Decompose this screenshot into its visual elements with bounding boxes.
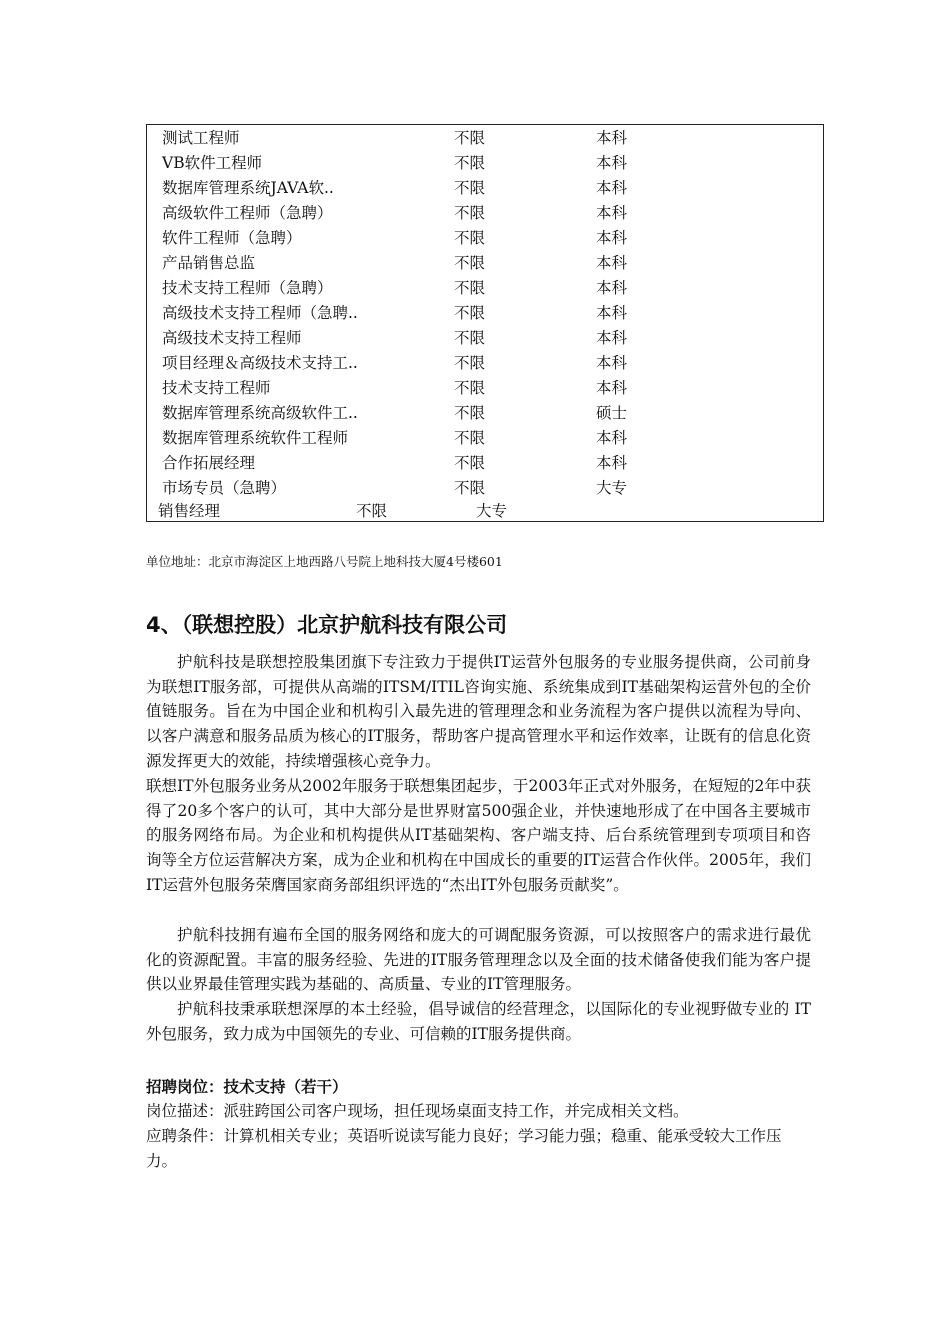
table-row xyxy=(147,376,823,400)
job-title: 项目经理＆高级技术支持工.. xyxy=(162,354,358,372)
job-age: 不限 xyxy=(454,329,486,347)
table-row xyxy=(147,499,823,523)
job-education: 本科 xyxy=(596,129,628,147)
job-education: 硕士 xyxy=(596,404,628,422)
job-title: VB软件工程师 xyxy=(162,154,263,172)
job-education: 本科 xyxy=(596,154,628,172)
table-row xyxy=(147,351,823,375)
job-age: 不限 xyxy=(454,304,486,322)
job-age: 不限 xyxy=(454,404,486,422)
job-education: 大专 xyxy=(596,479,628,497)
table-row xyxy=(147,151,823,175)
job-age: 不限 xyxy=(356,502,388,520)
table-row xyxy=(147,251,823,275)
table-row xyxy=(147,451,823,475)
job-title: 数据库管理系统JAVA软.. xyxy=(162,179,334,197)
job-title: 高级技术支持工程师（急聘.. xyxy=(162,304,358,322)
table-row xyxy=(147,401,823,425)
table-row xyxy=(147,226,823,250)
job-title: 技术支持工程师 xyxy=(162,379,271,397)
job-title: 软件工程师（急聘） xyxy=(162,229,302,247)
job-age: 不限 xyxy=(454,229,486,247)
company-mission-paragraph: 护航科技秉承联想深厚的本土经验，倡导诚信的经营理念，以国际化的专业视野做专业的 IT外包服务，致力成为中国领先的专业、可信赖的IT服务提供商。 xyxy=(146,1000,811,1043)
job-age: 不限 xyxy=(454,379,486,397)
job-age: 不限 xyxy=(454,179,486,197)
job-title: 测试工程师 xyxy=(162,129,240,147)
company-address: 单位地址：北京市海淀区上地西路八号院上地科技大厦4号楼601 xyxy=(146,554,503,569)
job-age: 不限 xyxy=(454,154,486,172)
table-row xyxy=(147,326,823,350)
job-education: 本科 xyxy=(596,429,628,447)
job-age: 不限 xyxy=(454,254,486,272)
job-education: 本科 xyxy=(596,254,628,272)
company-network-paragraph: 护航科技拥有遍布全国的服务网络和庞大的可调配服务资源，可以按照客户的需求进行最优化的资源配置。丰富的服务经验、先进的IT服务管理理念以及全面的技术储备使我们能为客户提供以业界最佳管理实践为基础的、高质量、专业的IT管理服务。 xyxy=(146,926,811,994)
job-title: 产品销售总监 xyxy=(162,254,256,272)
table-row xyxy=(147,176,823,200)
company-history-paragraph: 联想IT外包服务业务从2002年服务于联想集团起步，于2003年正式对外服务，在短短的2年中获得了20多个客户的认可，其中大部分是世界财富500强企业，并快速地形成了在中国各主要城市的服务网络布局。为企业和机构提供从IT基础架构、客户端支持、后台系统管理到专项项目和咨询等全方位运营解决方案，成为企业和机构在中国成长的重要的IT运营合作伙伴。2005年，我们IT运营外包服务荣膺国家商务部组织评选的“杰出IT外包服务贡献奖”。 xyxy=(146,777,811,894)
job-age: 不限 xyxy=(454,479,486,497)
table-row xyxy=(147,426,823,450)
job-age: 不限 xyxy=(454,204,486,222)
job-age: 不限 xyxy=(454,279,486,297)
job-age: 不限 xyxy=(454,129,486,147)
job-education: 本科 xyxy=(596,379,628,397)
job-education: 大专 xyxy=(476,502,508,520)
job-education: 本科 xyxy=(596,329,628,347)
job-title: 合作拓展经理 xyxy=(162,454,256,472)
job-title: 数据库管理系统高级软件工.. xyxy=(162,404,358,422)
table-row xyxy=(147,276,823,300)
job-education: 本科 xyxy=(596,229,628,247)
table-row xyxy=(147,201,823,225)
job-education: 本科 xyxy=(596,454,628,472)
job-age: 不限 xyxy=(454,454,486,472)
job-title: 高级软件工程师（急聘） xyxy=(162,204,333,222)
job-table xyxy=(146,124,824,522)
recruitment-description: 岗位描述：派驻跨国公司客户现场，担任现场桌面支持工作，并完成相关文档。 xyxy=(146,1102,689,1120)
job-education: 本科 xyxy=(596,179,628,197)
job-title: 销售经理 xyxy=(158,502,221,520)
job-education: 本科 xyxy=(596,304,628,322)
table-row xyxy=(147,301,823,325)
job-title: 技术支持工程师（急聘） xyxy=(162,279,333,297)
recruitment-position: 招聘岗位：技术支持（若干） xyxy=(146,1078,348,1096)
table-row xyxy=(147,126,823,150)
job-age: 不限 xyxy=(454,354,486,372)
job-education: 本科 xyxy=(596,354,628,372)
job-title: 市场专员（急聘） xyxy=(162,479,287,497)
company-intro-paragraph: 护航科技是联想控股集团旗下专注致力于提供IT运营外包服务的专业服务提供商，公司前身为联想IT服务部，可提供从高端的ITSM/ITIL咨询实施、系统集成到IT基础架构运营外包的全价值链服务。旨在为中国企业和机构引入最先进的管理理念和业务流程为客户提供以流程为导向、以客户满意和服务品质为核心的IT服务，帮助客户提高管理水平和运作效率，让既有的信息化资源发挥更大的效能，持续增强核心竞争力。 xyxy=(146,653,811,770)
table-row xyxy=(147,476,823,500)
job-education: 本科 xyxy=(596,204,628,222)
job-education: 本科 xyxy=(596,279,628,297)
job-age: 不限 xyxy=(454,429,486,447)
job-title: 高级技术支持工程师 xyxy=(162,329,302,347)
job-title: 数据库管理系统软件工程师 xyxy=(162,429,349,447)
recruitment-requirements: 应聘条件：计算机相关专业；英语听说读写能力良好；学习能力强；稳重、能承受较大工作压力。 xyxy=(146,1127,782,1170)
company-heading: 4、（联想控股）北京护航科技有限公司 xyxy=(146,613,508,637)
